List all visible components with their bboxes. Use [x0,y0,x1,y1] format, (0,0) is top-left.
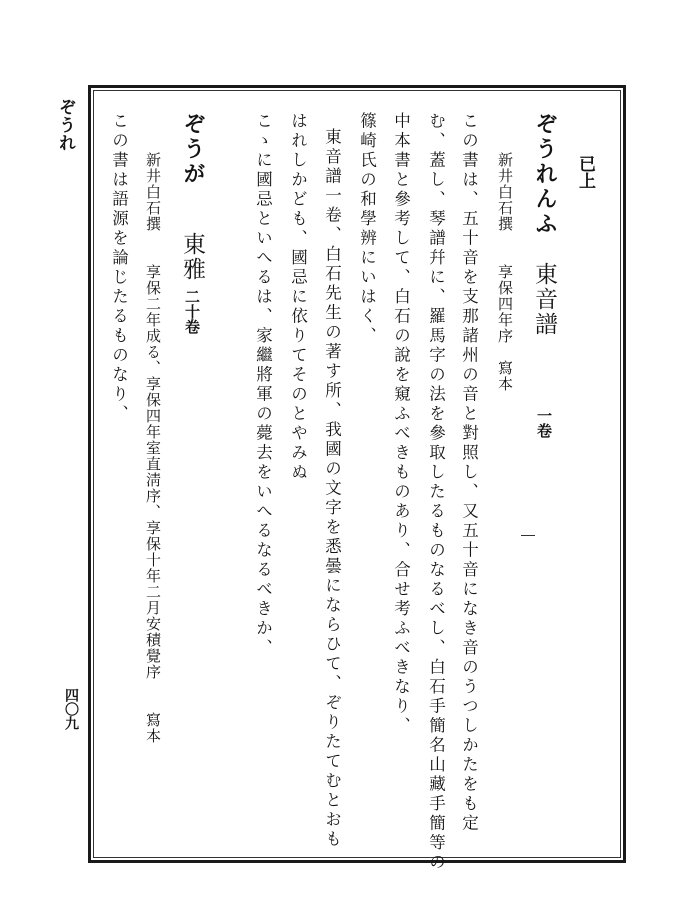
body-line: この書は、五十音を支那諸州の音と對照し、又五十音になき音のうつしかたをも定 [459,112,479,834]
entry-reading: ぞうが [180,112,206,187]
body-line: 篠崎氏の和學辨にいはく、 [357,112,377,346]
body-line: む、蓋し、琴譜幷に、羅馬字の法を參取したるものなるべし、白石手簡名山藏手簡等の [426,112,446,873]
entry-volumes: 二十卷 [183,289,201,334]
body-line: 中本書と參考して、白石の說を窺ふべきものあり、合せ考ふべきなり、 [391,112,411,736]
entry-title: 東音譜 [531,262,557,337]
body-line: 東音譜一卷、白石先生の著す所、我國の文字を悉曇にならひて、ぞりたてむとおも [322,128,342,850]
body-line: この書は語源を論じたるものなり、 [109,112,129,424]
entry-author-line: 新井白石撰 享保四年序 寫本 [496,152,514,392]
body-line: はれしかども、國忌に依りてそのとやみぬ [288,112,308,483]
entry-divider-mark [521,535,535,536]
entry-reading: ぞうれんふ [532,112,558,237]
entry-author-line: 新井白石撰 享保二年成る、享保四年室直淸序、享保十年二月安積覺序 寫本 [144,152,162,744]
running-head: ぞうれ [55,98,75,152]
page-number: 四〇九 [63,688,79,730]
section-label: 已上 [575,155,595,189]
body-line: こゝに國忌といへるは、家繼將軍の薨去をいへるなるべきか、 [253,112,273,658]
entry-title: 東雅 [179,232,205,282]
entry-volumes: 一卷 [535,408,553,438]
